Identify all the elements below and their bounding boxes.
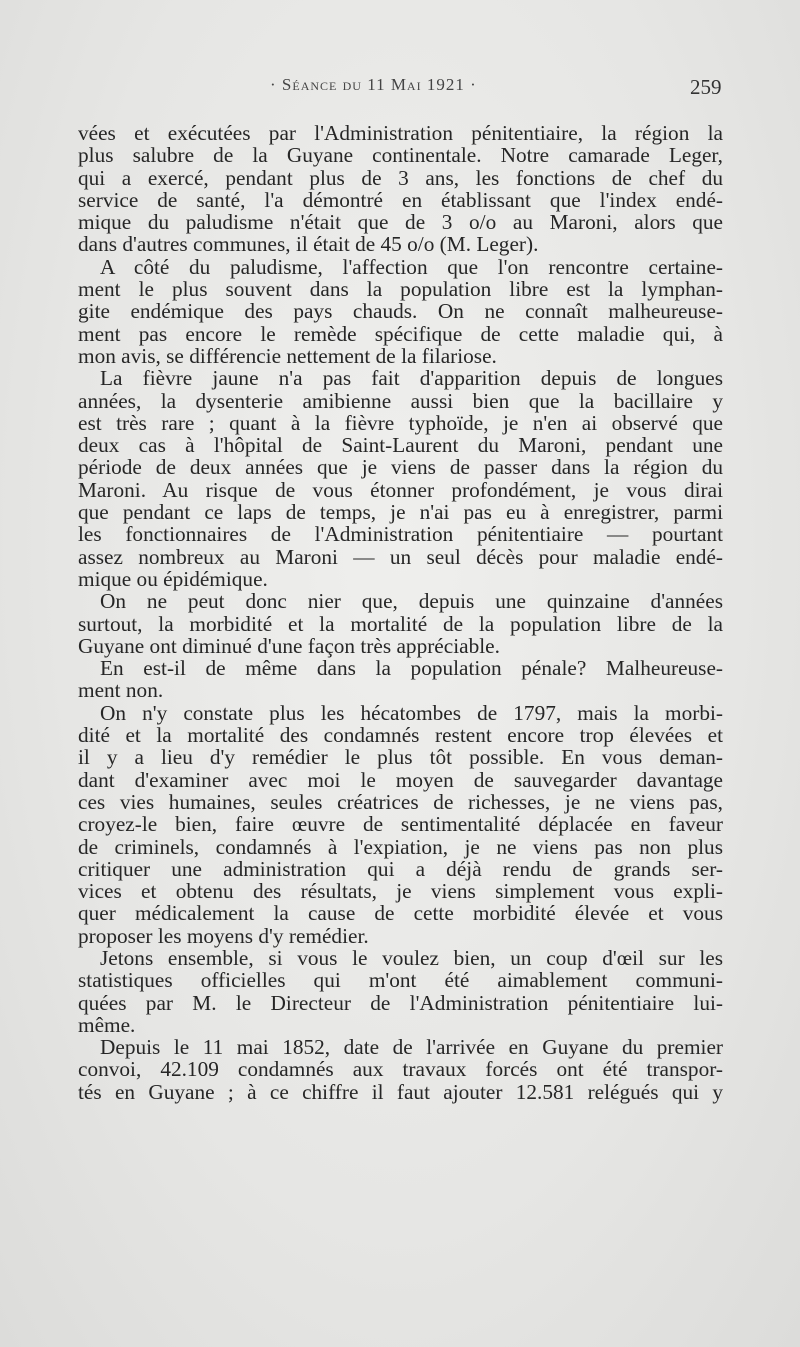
text-line: gite endémique des pays chauds. On ne connaît malheureuse- xyxy=(78,299,723,324)
text-line: il y a lieu d'y remédier le plus tôt possible. En vous deman- xyxy=(78,745,723,770)
text-line: proposer les moyens d'y remédier. xyxy=(78,923,369,948)
text-line: Jetons ensemble, si vous le voulez bien, un coup d'œil sur les xyxy=(100,945,723,970)
text-line: années, la dysenterie amibienne aussi bien que la bacillaire y xyxy=(78,388,723,413)
paragraph xyxy=(78,702,723,947)
text-line: de criminels, condamnés à l'expiation, je ne viens pas non plus xyxy=(78,834,723,859)
text-line: que pendant ce laps de temps, je n'ai pas eu à enregistrer, parmi xyxy=(78,500,723,525)
text-line: La fièvre jaune n'a pas fait d'apparition depuis de longues xyxy=(100,366,723,391)
text-line: statistiques officielles qui m'ont été aimablement communi- xyxy=(78,968,723,993)
text-line: quées par M. le Directeur de l'Administration pénitentiaire lui- xyxy=(78,990,723,1015)
text-line: mon avis, se différencie nettement de la filariose. xyxy=(78,343,497,368)
paragraph xyxy=(78,947,723,1036)
text-line: qui a exercé, pendant plus de 3 ans, les fonctions de chef du xyxy=(78,165,723,190)
text-line: Maroni. Au risque de vous étonner profondément, je vous dirai xyxy=(78,477,723,502)
text-line: plus salubre de la Guyane continentale. Notre camarade Leger, xyxy=(78,143,723,168)
text-line: croyez-le bien, faire œuvre de sentimentalité déplacée en faveur xyxy=(78,812,723,837)
text-line: est très rare ; quant à la fièvre typhoïde, je n'en ai observé que xyxy=(78,410,723,435)
text-line: En est-il de même dans la population pénale? Malheureuse- xyxy=(100,656,723,681)
text-line: quer médicalement la cause de cette morbidité élevée et vous xyxy=(78,901,723,926)
text-line: dant d'examiner avec moi le moyen de sauvegarder davantage xyxy=(78,767,723,792)
text-line: Guyane ont diminué d'une façon très appréciable. xyxy=(78,633,500,658)
paragraph xyxy=(78,590,723,657)
paragraph xyxy=(78,367,723,590)
text-line: critiquer une administration qui a déjà rendu de grands ser- xyxy=(78,856,723,881)
text-line: On n'y constate plus les hécatombes de 1797, mais la morbi- xyxy=(100,700,723,725)
paragraph xyxy=(78,256,723,367)
text-line: tés en Guyane ; à ce chiffre il faut ajouter 12.581 relégués qui y xyxy=(78,1079,723,1104)
text-line: deux cas à l'hôpital de Saint-Laurent du Maroni, pendant une xyxy=(78,433,723,458)
text-line: On ne peut donc nier que, depuis une quinzaine d'années xyxy=(100,589,723,614)
text-line: période de deux années que je viens de passer dans la région du xyxy=(78,455,723,480)
page-header xyxy=(0,75,800,103)
paragraph xyxy=(78,657,723,702)
text-line: ment non. xyxy=(78,678,164,703)
text-line: convoi, 42.109 condamnés aux travaux forcés ont été transpor- xyxy=(78,1057,723,1082)
text-line: dité et la mortalité des condamnés restent encore trop élevées et xyxy=(78,723,723,748)
paragraph xyxy=(78,1036,723,1103)
text-line: service de santé, l'a démontré en établissant que l'index endé- xyxy=(78,187,723,212)
text-line: vées et exécutées par l'Administration pénitentiaire, la région la xyxy=(78,121,723,145)
page-number: 259 xyxy=(690,75,722,99)
paragraph xyxy=(78,122,723,256)
text-line: dans d'autres communes, il était de 45 o/o (M. Leger). xyxy=(78,232,539,257)
text-line: mique du paludisme n'était que de 3 o/o au Maroni, alors que xyxy=(78,210,723,235)
text-line: surtout, la morbidité et la mortalité de la population libre de la xyxy=(78,611,723,636)
text-line: assez nombreux au Maroni — un seul décès pour maladie endé- xyxy=(78,544,723,569)
text-line: les fonctionnaires de l'Administration pénitentiaire — pourtant xyxy=(78,522,723,547)
text-line: ment pas encore le remède spécifique de cette maladie qui, à xyxy=(78,321,723,346)
running-title: · Séance du 11 Mai 1921 · xyxy=(270,75,477,94)
text-line: même. xyxy=(78,1012,136,1037)
text-line: Depuis le 11 mai 1852, date de l'arrivée en Guyane du premier xyxy=(100,1035,723,1060)
text-line: A côté du paludisme, l'affection que l'on rencontre certaine- xyxy=(100,254,723,279)
text-line: mique ou épidémique. xyxy=(78,566,268,591)
text-line: vices et obtenu des résultats, je viens simplement vous expli- xyxy=(78,879,723,904)
text-line: ment le plus souvent dans la population libre est la lymphan- xyxy=(78,277,723,302)
body-text xyxy=(78,122,723,1103)
text-line: ces vies humaines, seules créatrices de richesses, je ne viens pas, xyxy=(78,789,723,814)
